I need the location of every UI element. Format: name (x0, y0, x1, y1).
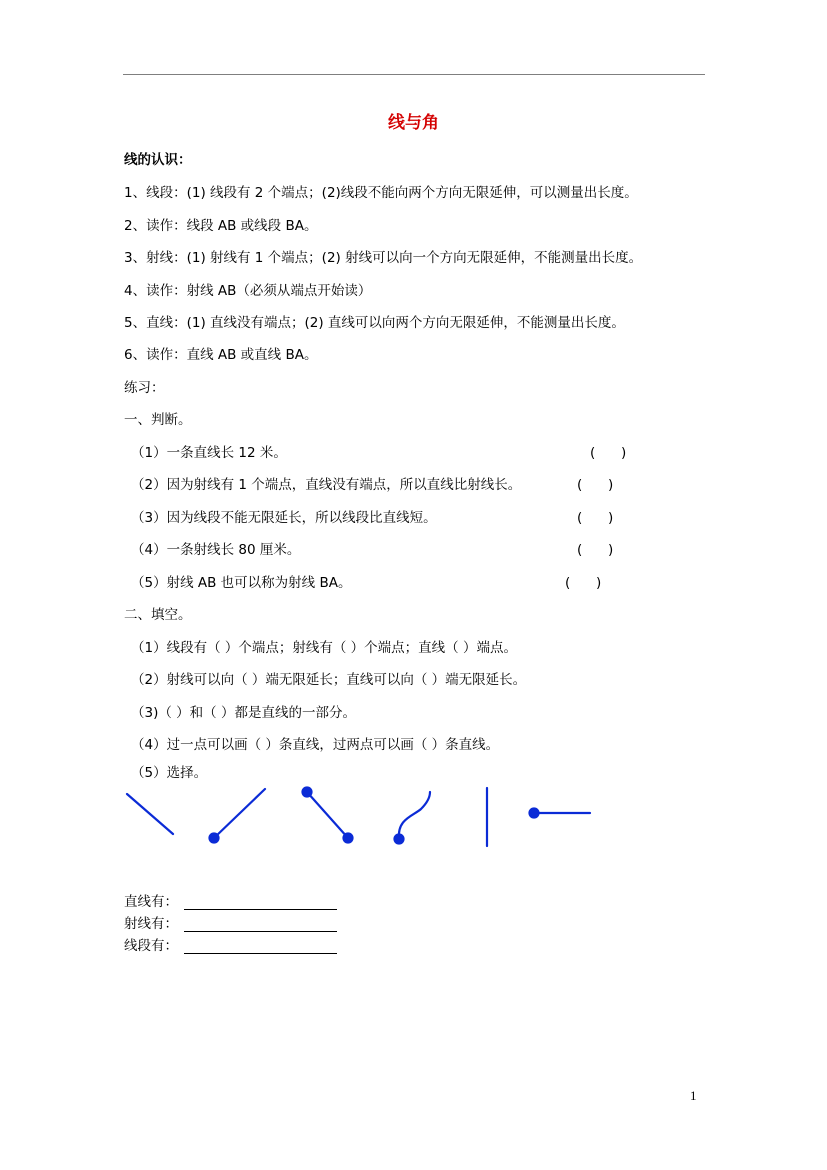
page-title: 线与角 (388, 113, 439, 133)
knowledge-line-4: 4、读作：射线 AB（必须从端点开始读） (124, 283, 372, 299)
judge-item-4: （4）一条射线长 80 厘米。 (131, 542, 301, 558)
judge-answer-4[interactable]: ( ) (577, 542, 614, 558)
fill-item-1: （1）线段有（ ）个端点；射线有（ ）个端点；直线（ ）端点。 (131, 640, 517, 656)
judge-answer-1[interactable]: ( ) (590, 445, 627, 461)
line-figures (115, 784, 615, 854)
blank-label-lines: 直线有： (124, 894, 178, 910)
judge-item-5: （5）射线 AB 也可以称为射线 BA。 (131, 575, 352, 591)
fill-heading: 二、填空。 (124, 607, 192, 623)
judge-item-2: （2）因为射线有 1 个端点，直线没有端点，所以直线比射线长。 (131, 477, 522, 493)
figure-ray-diagonal (214, 789, 265, 838)
blank-line-segments[interactable] (184, 953, 337, 954)
knowledge-line-2: 2、读作：线段 AB 或线段 BA。 (124, 218, 318, 234)
figure-segment-endpoint-a (303, 788, 312, 797)
figure-segment-diagonal (307, 792, 348, 838)
fill-item-2: （2）射线可以向（ ）端无限延长；直线可以向（ ）端无限延长。 (131, 672, 527, 688)
section-heading: 线的认识： (124, 152, 192, 168)
knowledge-line-5: 5、直线：(1) 直线没有端点；(2) 直线可以向两个方向无限延伸，不能测量出长度。 (124, 315, 625, 331)
blank-label-segments: 线段有： (124, 938, 178, 954)
figure-curve (399, 792, 430, 839)
blank-line-rays[interactable] (184, 931, 337, 932)
judge-item-1: （1）一条直线长 12 米。 (131, 445, 287, 461)
judge-answer-2[interactable]: ( ) (577, 477, 614, 493)
judge-answer-5[interactable]: ( ) (565, 575, 602, 591)
judge-answer-3[interactable]: ( ) (577, 510, 614, 526)
figure-curve-endpoint (395, 835, 404, 844)
blank-line-lines[interactable] (184, 909, 337, 910)
figure-segment-endpoint-b (344, 834, 353, 843)
page-number: 1 (690, 1088, 697, 1103)
practice-label: 练习： (124, 380, 165, 396)
figure-ray-horizontal-endpoint (530, 809, 539, 818)
judge-item-3: （3）因为线段不能无限延长，所以线段比直线短。 (131, 510, 437, 526)
fill-item-3: （3)（ ）和（ ）都是直线的一部分。 (131, 705, 356, 721)
fill-item-4: （4）过一点可以画（ ）条直线，过两点可以画（ ）条直线。 (131, 737, 500, 753)
judge-heading: 一、判断。 (124, 412, 192, 428)
knowledge-line-6: 6、读作：直线 AB 或直线 BA。 (124, 347, 318, 363)
knowledge-line-3: 3、射线：(1) 射线有 1 个端点；(2) 射线可以向一个方向无限延伸，不能测量出长度。 (124, 250, 643, 266)
figure-ray-diagonal-endpoint (210, 834, 219, 843)
header-rule (123, 74, 705, 75)
knowledge-line-1: 1、线段：(1) 线段有 2 个端点；(2)线段不能向两个方向无限延伸，可以测量出长度。 (124, 185, 638, 201)
blank-label-rays: 射线有： (124, 916, 178, 932)
figure-line-no-endpoint (127, 794, 173, 834)
fill-item-5: （5）选择。 (131, 765, 208, 781)
